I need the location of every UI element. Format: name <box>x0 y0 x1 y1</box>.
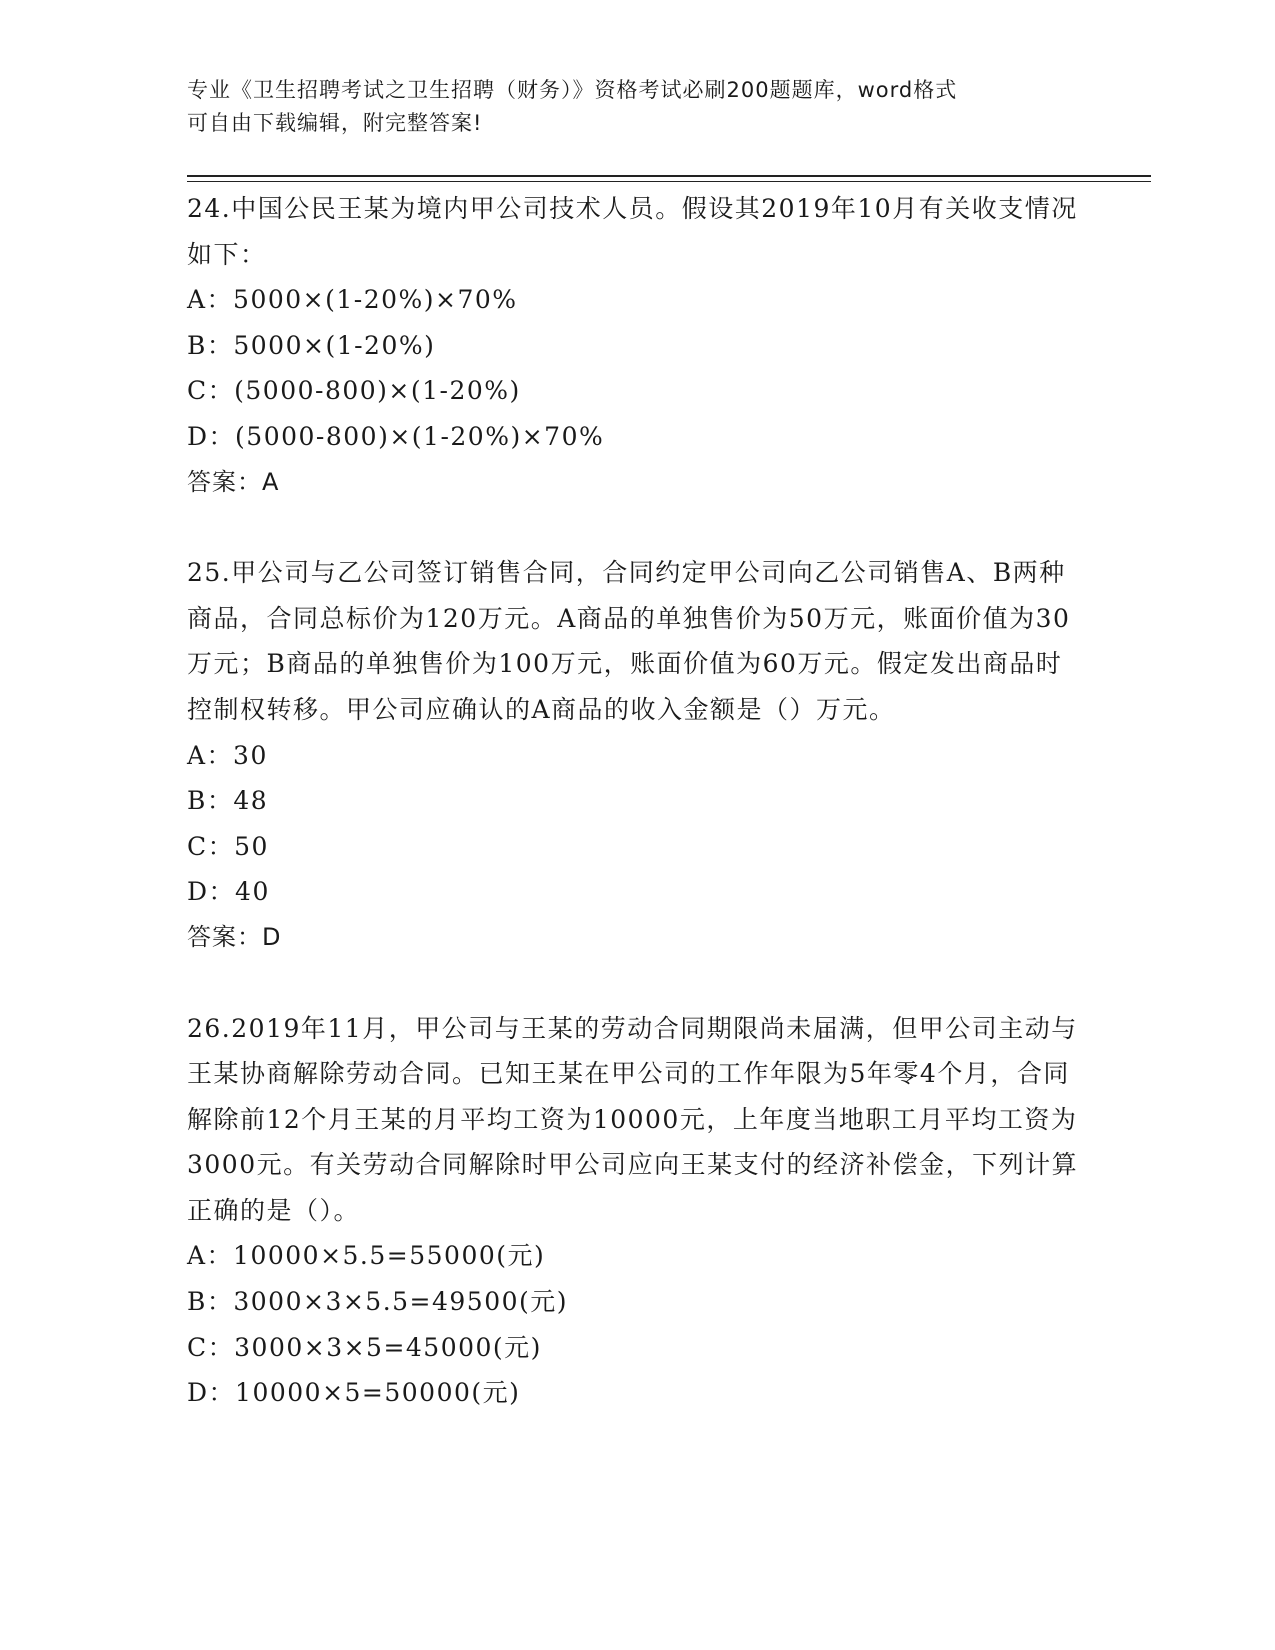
option-b: B：3000×3×5.5=49500(元) <box>187 1287 569 1317</box>
header-divider-thin <box>187 181 1151 182</box>
question-list <box>187 186 1087 1461</box>
option-d: D：(5000-800)×(1-20%)×70% <box>187 421 605 451</box>
answer-line: 答案：D <box>187 922 282 951</box>
header-line-1: 专业《卫生招聘考试之卫生招聘（财务）》资格考试必刷200题题库，word格式 <box>187 78 958 102</box>
option-a: A：30 <box>187 740 268 770</box>
answer-line: 答案：A <box>187 467 280 496</box>
option-a: A：5000×(1-20%)×70% <box>187 285 518 315</box>
option-c: C：(5000-800)×(1-20%) <box>187 376 521 406</box>
option-a: A：10000×5.5=55000(元) <box>187 1241 546 1271</box>
option-c: C：50 <box>187 831 269 861</box>
document-header <box>187 74 1067 140</box>
question-24 <box>187 186 1087 505</box>
question-stem: 24.中国公民王某为境内甲公司技术人员。假设其2019年10月有关收支情况如下： <box>187 194 1078 269</box>
option-d: D：40 <box>187 877 270 907</box>
header-divider-thick <box>187 175 1151 177</box>
header-line-2: 可自由下载编辑，附完整答案! <box>187 111 483 135</box>
question-stem: 26.2019年11月，甲公司与王某的劳动合同期限尚未届满，但甲公司主动与王某协商解除劳动合同。已知王某在甲公司的工作年限为5年零4个月，合同解除前12个月王某的月平均工资为10000元，上年度当地职工月平均工资为3000元。有关劳动合同解除时甲公司应向王某支付的经济补偿金，下列计算正确的是（）。 <box>187 1013 1079 1225</box>
option-c: C：3000×3×5=45000(元) <box>187 1332 542 1362</box>
question-25 <box>187 550 1087 960</box>
option-d: D：10000×5=50000(元) <box>187 1378 521 1408</box>
option-b: B：48 <box>187 786 269 816</box>
question-26 <box>187 1006 1087 1416</box>
option-b: B：5000×(1-20%) <box>187 330 436 360</box>
question-stem: 25.甲公司与乙公司签订销售合同，合同约定甲公司向乙公司销售A、B两种商品，合同总标价为120万元。A商品的单独售价为50万元，账面价值为30万元；B商品的单独售价为100万元，账面价值为60万元。假定发出商品时控制权转移。甲公司应确认的A商品的收入金额是（）万元。 <box>187 558 1071 724</box>
